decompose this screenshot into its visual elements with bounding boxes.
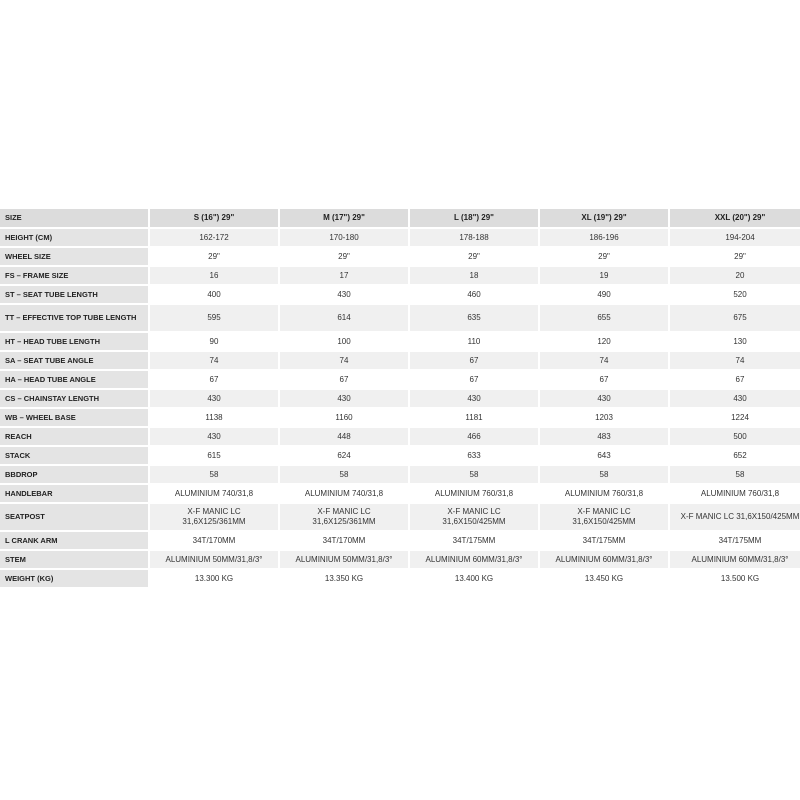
table-cell: X-F MANIC LC 31,6X150/425MM <box>540 504 668 530</box>
row-label: CS – CHAINSTAY LENGTH <box>0 390 148 407</box>
table-cell: 19 <box>540 267 668 284</box>
table-cell: ALUMINIUM 60MM/31,8/3° <box>540 551 668 568</box>
table-cell: 120 <box>540 333 668 350</box>
table-body <box>0 229 800 587</box>
table-cell: 194-204 <box>670 229 800 246</box>
table-cell: 430 <box>150 428 278 445</box>
header-xxl: XXL (20") 29" <box>670 209 800 227</box>
table-cell: 18 <box>410 267 538 284</box>
row-label: REACH <box>0 428 148 445</box>
table-row <box>0 390 800 407</box>
table-cell: 162-172 <box>150 229 278 246</box>
table-row <box>0 286 800 303</box>
table-cell: 1181 <box>410 409 538 426</box>
table-cell: 430 <box>670 390 800 407</box>
table-cell: 58 <box>540 466 668 483</box>
table-cell: ALUMINIUM 760/31,8 <box>410 485 538 502</box>
table-cell: 34T/170MM <box>280 532 408 549</box>
row-label: TT – EFFECTIVE TOP TUBE LENGTH <box>0 305 148 331</box>
table-row <box>0 551 800 568</box>
header-size: SIZE <box>0 209 148 227</box>
table-cell: 67 <box>410 371 538 388</box>
table-cell: 1138 <box>150 409 278 426</box>
table-cell: ALUMINIUM 50MM/31,8/3° <box>150 551 278 568</box>
table-row <box>0 504 800 530</box>
table-cell: 633 <box>410 447 538 464</box>
table-cell: 1203 <box>540 409 668 426</box>
table-cell: 74 <box>540 352 668 369</box>
row-label: L CRANK ARM <box>0 532 148 549</box>
row-label: HEIGHT (CM) <box>0 229 148 246</box>
table-cell: 1224 <box>670 409 800 426</box>
table-cell: 34T/175MM <box>540 532 668 549</box>
table-row <box>0 267 800 284</box>
table-cell: 430 <box>280 390 408 407</box>
table-cell: 34T/175MM <box>670 532 800 549</box>
table-row <box>0 333 800 350</box>
table-cell: 635 <box>410 305 538 331</box>
row-label: FS – FRAME SIZE <box>0 267 148 284</box>
table-row <box>0 371 800 388</box>
table-cell: 490 <box>540 286 668 303</box>
header-l: L (18") 29" <box>410 209 538 227</box>
table-row <box>0 466 800 483</box>
header-s: S (16") 29" <box>150 209 278 227</box>
table-row <box>0 447 800 464</box>
row-label: SEATPOST <box>0 504 148 530</box>
table-cell: 29" <box>670 248 800 265</box>
table-cell: 460 <box>410 286 538 303</box>
table-cell: 67 <box>150 371 278 388</box>
table-cell: 20 <box>670 267 800 284</box>
table-row <box>0 532 800 549</box>
table-cell: X-F MANIC LC 31,6X150/425MM <box>410 504 538 530</box>
table-cell: X-F MANIC LC 31,6X150/425MM <box>670 504 800 530</box>
geometry-table <box>0 207 800 589</box>
table-row <box>0 248 800 265</box>
table-cell: 100 <box>280 333 408 350</box>
table-cell: 74 <box>280 352 408 369</box>
table-row <box>0 570 800 587</box>
table-row <box>0 428 800 445</box>
table-cell: 500 <box>670 428 800 445</box>
table-cell: 448 <box>280 428 408 445</box>
row-label: SA – SEAT TUBE ANGLE <box>0 352 148 369</box>
table-cell: 466 <box>410 428 538 445</box>
table-cell: 652 <box>670 447 800 464</box>
table-header <box>0 209 800 227</box>
table-cell: 483 <box>540 428 668 445</box>
table-cell: 430 <box>280 286 408 303</box>
table-cell: 595 <box>150 305 278 331</box>
table-cell: ALUMINIUM 60MM/31,8/3° <box>670 551 800 568</box>
table-cell: 186-196 <box>540 229 668 246</box>
header-row <box>0 209 800 227</box>
table-cell: ALUMINIUM 760/31,8 <box>540 485 668 502</box>
row-label: HANDLEBAR <box>0 485 148 502</box>
row-label: ST – SEAT TUBE LENGTH <box>0 286 148 303</box>
table-cell: 29" <box>280 248 408 265</box>
table-cell: 58 <box>280 466 408 483</box>
table-cell: ALUMINIUM 50MM/31,8/3° <box>280 551 408 568</box>
table-cell: 67 <box>670 371 800 388</box>
table-cell: 178-188 <box>410 229 538 246</box>
table-row <box>0 352 800 369</box>
table-cell: 675 <box>670 305 800 331</box>
table-cell: 29" <box>410 248 538 265</box>
row-label: HA – HEAD TUBE ANGLE <box>0 371 148 388</box>
table-cell: 13.450 KG <box>540 570 668 587</box>
table-cell: ALUMINIUM 740/31,8 <box>280 485 408 502</box>
table-cell: 34T/170MM <box>150 532 278 549</box>
table-cell: 13.400 KG <box>410 570 538 587</box>
table-cell: ALUMINIUM 740/31,8 <box>150 485 278 502</box>
table-cell: X-F MANIC LC 31,6X125/361MM <box>150 504 278 530</box>
table-cell: 13.300 KG <box>150 570 278 587</box>
table-cell: 29" <box>540 248 668 265</box>
row-label: WHEEL SIZE <box>0 248 148 265</box>
row-label: BBDROP <box>0 466 148 483</box>
table-cell: 67 <box>410 352 538 369</box>
table-cell: ALUMINIUM 60MM/31,8/3° <box>410 551 538 568</box>
table-cell: 400 <box>150 286 278 303</box>
table-cell: 614 <box>280 305 408 331</box>
table-cell: 13.500 KG <box>670 570 800 587</box>
table-row <box>0 229 800 246</box>
row-label: WB – WHEEL BASE <box>0 409 148 426</box>
table-cell: 90 <box>150 333 278 350</box>
table-cell: 520 <box>670 286 800 303</box>
row-label: WEIGHT (KG) <box>0 570 148 587</box>
table-cell: 67 <box>540 371 668 388</box>
table-cell: 430 <box>540 390 668 407</box>
table-row <box>0 305 800 331</box>
table-cell: 615 <box>150 447 278 464</box>
table-cell: 1160 <box>280 409 408 426</box>
table-cell: 58 <box>150 466 278 483</box>
header-xl: XL (19") 29" <box>540 209 668 227</box>
table-row <box>0 409 800 426</box>
table-cell: 58 <box>410 466 538 483</box>
table-cell: 624 <box>280 447 408 464</box>
table-cell: 16 <box>150 267 278 284</box>
table-cell: 430 <box>410 390 538 407</box>
table-cell: 130 <box>670 333 800 350</box>
row-label: HT – HEAD TUBE LENGTH <box>0 333 148 350</box>
table-cell: ALUMINIUM 760/31,8 <box>670 485 800 502</box>
table-cell: 34T/175MM <box>410 532 538 549</box>
table-cell: 643 <box>540 447 668 464</box>
table-cell: 13.350 KG <box>280 570 408 587</box>
header-m: M (17") 29" <box>280 209 408 227</box>
table-cell: 430 <box>150 390 278 407</box>
table-cell: 74 <box>150 352 278 369</box>
table-cell: 17 <box>280 267 408 284</box>
table-cell: 29" <box>150 248 278 265</box>
row-label: STEM <box>0 551 148 568</box>
table-cell: 655 <box>540 305 668 331</box>
table-cell: 170-180 <box>280 229 408 246</box>
table-cell: 58 <box>670 466 800 483</box>
table-cell: X-F MANIC LC 31,6X125/361MM <box>280 504 408 530</box>
table-cell: 67 <box>280 371 408 388</box>
table-cell: 74 <box>670 352 800 369</box>
table-row <box>0 485 800 502</box>
row-label: STACK <box>0 447 148 464</box>
table-cell: 110 <box>410 333 538 350</box>
